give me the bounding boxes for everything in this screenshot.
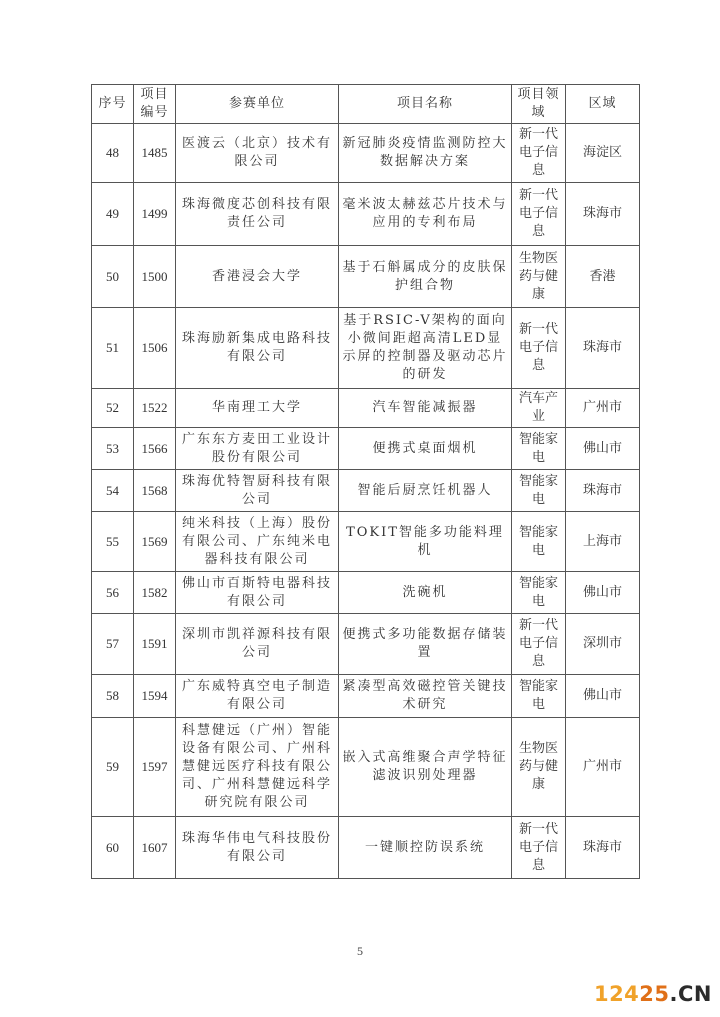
row-field: 新一代电子信息 (512, 308, 566, 389)
table-row (92, 124, 640, 183)
row-region: 珠海市 (566, 308, 640, 389)
row-serial: 60 (92, 817, 134, 879)
row-unit: 纯米科技（上海）股份有限公司、广东纯米电器科技有限公司 (176, 512, 339, 572)
row-region: 佛山市 (566, 572, 640, 614)
table-row (92, 183, 640, 246)
table-row (92, 308, 640, 389)
row-field: 智能家电 (512, 512, 566, 572)
row-unit: 珠海华伟电气科技股份有限公司 (176, 817, 339, 879)
row-region: 佛山市 (566, 428, 640, 470)
header-region: 区域 (566, 85, 640, 124)
row-project: 基于RSIC-V架构的面向小微间距超高清LED显示屏的控制器及驱动芯片的研发 (339, 308, 512, 389)
row-field: 生物医药与健康 (512, 246, 566, 308)
table-row (92, 428, 640, 470)
table-row (92, 817, 640, 879)
row-region: 深圳市 (566, 614, 640, 675)
table-header-row (92, 85, 640, 124)
row-project: 新冠肺炎疫情监测防控大数据解决方案 (339, 124, 512, 183)
row-unit: 珠海励新集成电路科技有限公司 (176, 308, 339, 389)
row-region: 珠海市 (566, 817, 640, 879)
row-serial: 53 (92, 428, 134, 470)
row-project: 毫米波太赫兹芯片技术与应用的专利布局 (339, 183, 512, 246)
row-region: 珠海市 (566, 470, 640, 512)
header-code: 项目编号 (134, 85, 176, 124)
row-unit: 医渡云（北京）技术有限公司 (176, 124, 339, 183)
table-row (92, 718, 640, 817)
header-field: 项目领域 (512, 85, 566, 124)
row-project: 一键顺控防误系统 (339, 817, 512, 879)
row-unit: 华南理工大学 (176, 389, 339, 428)
table-row (92, 512, 640, 572)
row-code: 1506 (134, 308, 176, 389)
row-unit: 科慧健远（广州）智能设备有限公司、广州科慧健远医疗科技有限公司、广州科慧健远科学研究院有限公司 (176, 718, 339, 817)
row-project: TOKIT智能多功能料理机 (339, 512, 512, 572)
row-project: 便携式桌面烟机 (339, 428, 512, 470)
watermark-part-1: 124 (593, 982, 640, 1006)
row-field: 新一代电子信息 (512, 614, 566, 675)
row-region: 广州市 (566, 718, 640, 817)
row-serial: 56 (92, 572, 134, 614)
row-serial: 51 (92, 308, 134, 389)
row-unit: 深圳市凯祥源科技有限公司 (176, 614, 339, 675)
row-code: 1582 (134, 572, 176, 614)
table-row (92, 389, 640, 428)
row-field: 智能家电 (512, 428, 566, 470)
row-unit: 珠海优特智厨科技有限公司 (176, 470, 339, 512)
row-code: 1522 (134, 389, 176, 428)
project-table (91, 84, 640, 879)
row-unit: 广东东方麦田工业设计股份有限公司 (176, 428, 339, 470)
row-code: 1566 (134, 428, 176, 470)
row-serial: 58 (92, 675, 134, 718)
row-code: 1597 (134, 718, 176, 817)
watermark-part-2: 25 (639, 982, 670, 1006)
row-serial: 49 (92, 183, 134, 246)
row-field: 生物医药与健康 (512, 718, 566, 817)
row-field: 新一代电子信息 (512, 817, 566, 879)
row-region: 香港 (566, 246, 640, 308)
row-code: 1594 (134, 675, 176, 718)
row-serial: 52 (92, 389, 134, 428)
row-code: 1591 (134, 614, 176, 675)
table-row (92, 246, 640, 308)
row-serial: 55 (92, 512, 134, 572)
row-serial: 48 (92, 124, 134, 183)
header-project: 项目名称 (339, 85, 512, 124)
row-field: 智能家电 (512, 470, 566, 512)
table-row (92, 470, 640, 512)
row-code: 1499 (134, 183, 176, 246)
table-row (92, 675, 640, 718)
row-serial: 59 (92, 718, 134, 817)
row-code: 1607 (134, 817, 176, 879)
row-region: 广州市 (566, 389, 640, 428)
row-serial: 50 (92, 246, 134, 308)
table-row (92, 614, 640, 675)
row-code: 1500 (134, 246, 176, 308)
row-unit: 香港浸会大学 (176, 246, 339, 308)
row-unit: 广东威特真空电子制造有限公司 (176, 675, 339, 718)
row-project: 便携式多功能数据存储装置 (339, 614, 512, 675)
row-code: 1569 (134, 512, 176, 572)
row-region: 珠海市 (566, 183, 640, 246)
header-serial: 序号 (92, 85, 134, 124)
row-serial: 57 (92, 614, 134, 675)
watermark-part-3: .CN (669, 982, 712, 1006)
row-code: 1485 (134, 124, 176, 183)
row-field: 智能家电 (512, 675, 566, 718)
row-unit: 佛山市百斯特电器科技有限公司 (176, 572, 339, 614)
row-region: 佛山市 (566, 675, 640, 718)
row-project: 嵌入式高维聚合声学特征滤波识别处理器 (339, 718, 512, 817)
site-watermark (594, 982, 712, 1006)
row-field: 新一代电子信息 (512, 124, 566, 183)
row-serial: 54 (92, 470, 134, 512)
row-field: 智能家电 (512, 572, 566, 614)
row-project: 汽车智能减振器 (339, 389, 512, 428)
header-unit: 参赛单位 (176, 85, 339, 124)
page-number: 5 (357, 944, 363, 958)
row-code: 1568 (134, 470, 176, 512)
row-project: 智能后厨烹饪机器人 (339, 470, 512, 512)
table-row (92, 572, 640, 614)
row-project: 洗碗机 (339, 572, 512, 614)
row-project: 紧凑型高效磁控管关键技术研究 (339, 675, 512, 718)
row-project: 基于石斛属成分的皮肤保护组合物 (339, 246, 512, 308)
row-field: 汽车产业 (512, 389, 566, 428)
row-region: 海淀区 (566, 124, 640, 183)
row-region: 上海市 (566, 512, 640, 572)
row-unit: 珠海微度芯创科技有限责任公司 (176, 183, 339, 246)
row-field: 新一代电子信息 (512, 183, 566, 246)
